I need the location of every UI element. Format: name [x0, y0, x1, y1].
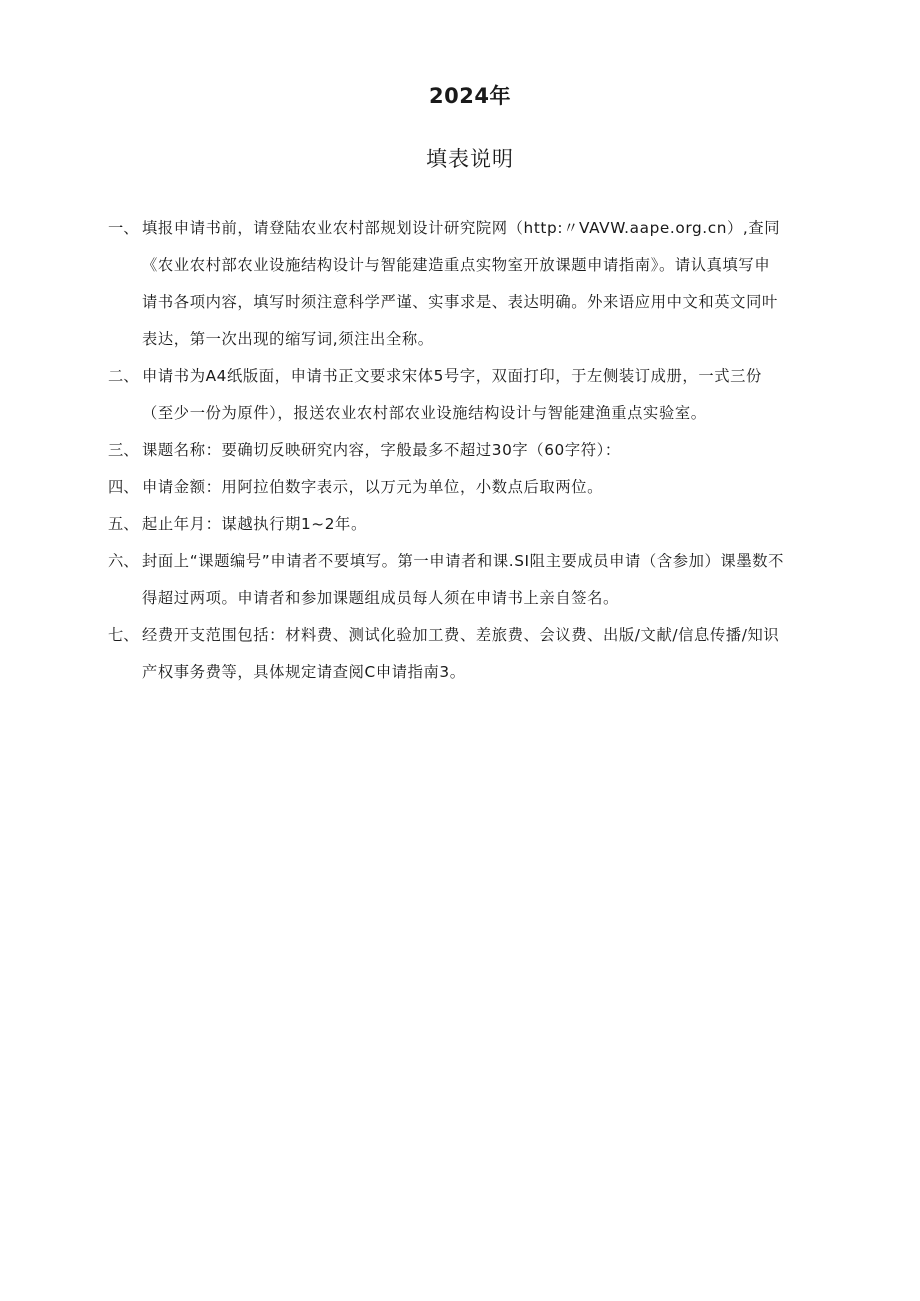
instruction-number: 一、: [108, 219, 139, 237]
instruction-text: [142, 432, 838, 469]
instruction-line: 封面上“课题编号”申请者不要填写。第一申请者和课.SI阻主要成员申请（含参加）课墨数不: [142, 552, 785, 570]
instruction-text: [142, 358, 838, 432]
instruction-list: [108, 210, 838, 691]
instruction-line: 产权事务费等，具体规定请查阅C申请指南3。: [142, 663, 466, 681]
instruction-line: 得超过两项。申请者和参加课题组成员每人须在申请书上亲自签名。: [142, 589, 619, 607]
instruction-line: 申请书为A4纸版面，申请书正文要求宋体5号字，双面打印，于左侧装订成册，一式三份: [142, 367, 762, 385]
instruction-item: [108, 543, 838, 617]
instruction-line: 申请金额：用阿拉伯数字表示，以万元为单位，小数点后取两位。: [142, 478, 604, 496]
instruction-item: [108, 358, 838, 432]
instruction-line: 填报申请书前，请登陆农业农村部规划设计研究院网（http:〃VAVW.aape.org.cn）,查同: [142, 219, 781, 237]
instruction-line: 《农业农村部农业设施结构设计与智能建造重点实物室开放课题申请指南》。请认真填写申: [142, 256, 771, 274]
instruction-text: [142, 543, 838, 617]
instruction-item: [108, 617, 838, 691]
instruction-number: 四、: [108, 478, 139, 496]
instruction-number: 七、: [108, 626, 139, 644]
instruction-text: [142, 617, 838, 691]
instruction-item: [108, 506, 838, 543]
instruction-line: 课题名称：要确切反映研究内容，字般最多不超过30字（60字符）：: [142, 441, 621, 459]
instruction-text: [142, 506, 838, 543]
instruction-number: 六、: [108, 552, 139, 570]
instruction-line: 经费开支范围包括：材料费、测试化验加工费、差旅费、会议费、出版/文献/信息传播/知识: [142, 626, 780, 644]
instruction-line: （至少一份为原件），报送农业农村部农业设施结构设计与智能建渔重点实验室。: [142, 404, 707, 422]
instruction-item: [108, 469, 838, 506]
instruction-line: 起止年月：谋越执行期1~2年。: [142, 515, 367, 533]
document-year: 2024年: [429, 84, 511, 108]
instruction-text: [142, 210, 838, 358]
instruction-number: 三、: [108, 441, 139, 459]
instruction-item: [108, 210, 838, 358]
instruction-number: 五、: [108, 515, 139, 533]
instruction-line: 表达，第一次出现的缩写词,须注出全称。: [142, 330, 434, 348]
instruction-text: [142, 469, 838, 506]
page-title: 填表说明: [426, 147, 514, 171]
instruction-item: [108, 432, 838, 469]
instruction-number: 二、: [108, 367, 139, 385]
instruction-line: 请书各项内容，填写时须注意科学严谨、实事求是、表达明确。外来语应用中文和英文同叶: [142, 293, 778, 311]
